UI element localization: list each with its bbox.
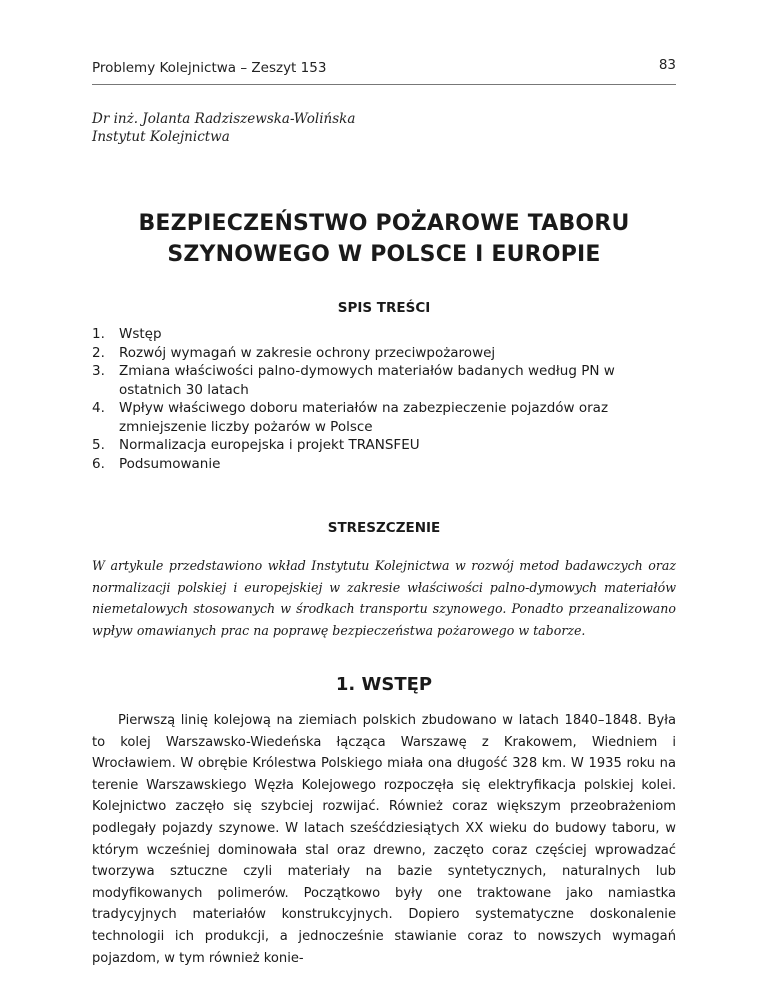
article-title <box>92 208 676 270</box>
journal-title: Problemy Kolejnictwa – Zeszyt 153 <box>92 60 327 76</box>
body-paragraph: Pierwszą linię kolejową na ziemiach polskich zbudowano w latach 1840–1848. Była to kolej Warszawsko-Wiedeńska łącząca Warszawę z Krakowem, Wiedniem i Wrocławiem. W obrębie Królestwa Polskiego miała ona długość 328 km. W 1935 roku na terenie Warszawskiego Węzła Kolejowego rozpoczęła się elektryfikacja polskiej kolei. Kolejnictwo zaczęło się szybciej rozwijać. Również coraz większym przeobrażeniom podlegały pojazdy szynowe. W latach sześćdziesiątych XX wieku do budowy taboru, w którym wcześniej dominowała stal oraz drewno, zaczęto coraz częściej wprowadzać tworzywa sztuczne czyli materiały na bazie syntetycznych, naturalnych lub modyfikowanych polimerów. Początkowo były one traktowane jako namiastka tradycyjnych materiałów konstrukcyjnych. Dopiero systematyczne doskonalenie technologii ich produkcji, a jednocześnie stawianie coraz to nowszych wymagań pojazdom, w tym również konie- <box>92 713 676 966</box>
abstract-heading: STRESZCZENIE <box>327 520 441 536</box>
table-of-contents <box>92 325 676 473</box>
title-line-2: SZYNOWEGO W POLSCE I EUROPIE <box>167 242 601 267</box>
toc-item: 2. Rozwój wymagań w zakresie ochrony przeciwpożarowej <box>92 344 496 361</box>
toc-heading: SPIS TREŚCI <box>337 300 431 316</box>
running-header <box>92 57 676 82</box>
author-block <box>92 110 355 146</box>
author-name: Dr inż. Jolanta Radziszewska-Wolińska <box>92 111 356 127</box>
abstract-text: W artykule przedstawiono wkład Instytutu Kolejnictwa w rozwój metod badawczych oraz normalizacji polskiej i europejskiej w zakresie właściwości palno-dymowych materiałów niemetalowych stosowanych w środkach transportu szynowego. Ponadto przeanalizowano wpływ omawianych prac na poprawę bezpieczeństwa pożarowego w taborze. <box>92 558 676 638</box>
toc-item: 3. Zmiana właściwości palno-dymowych materiałów badanych według PN w ostatnich 30 latach <box>92 363 615 398</box>
title-line-1: BEZPIECZEŃSTWO POŻAROWE TABORU <box>138 211 630 236</box>
section-heading-introduction: 1. WSTĘP <box>335 674 433 695</box>
author-affiliation: Instytut Kolejnictwa <box>92 129 230 145</box>
toc-item: 6. Podsumowanie <box>92 455 221 472</box>
toc-item: 5. Normalizacja europejska i projekt TRANSFEU <box>92 437 420 453</box>
page-number: 83 <box>658 57 676 73</box>
toc-item: 1. Wstęp <box>92 326 162 342</box>
toc-item: 4. Wpływ właściwego doboru materiałów na zabezpieczenie pojazdów oraz zmniejszenie liczby pożarów w Polsce <box>92 400 609 435</box>
header-divider <box>92 84 676 85</box>
